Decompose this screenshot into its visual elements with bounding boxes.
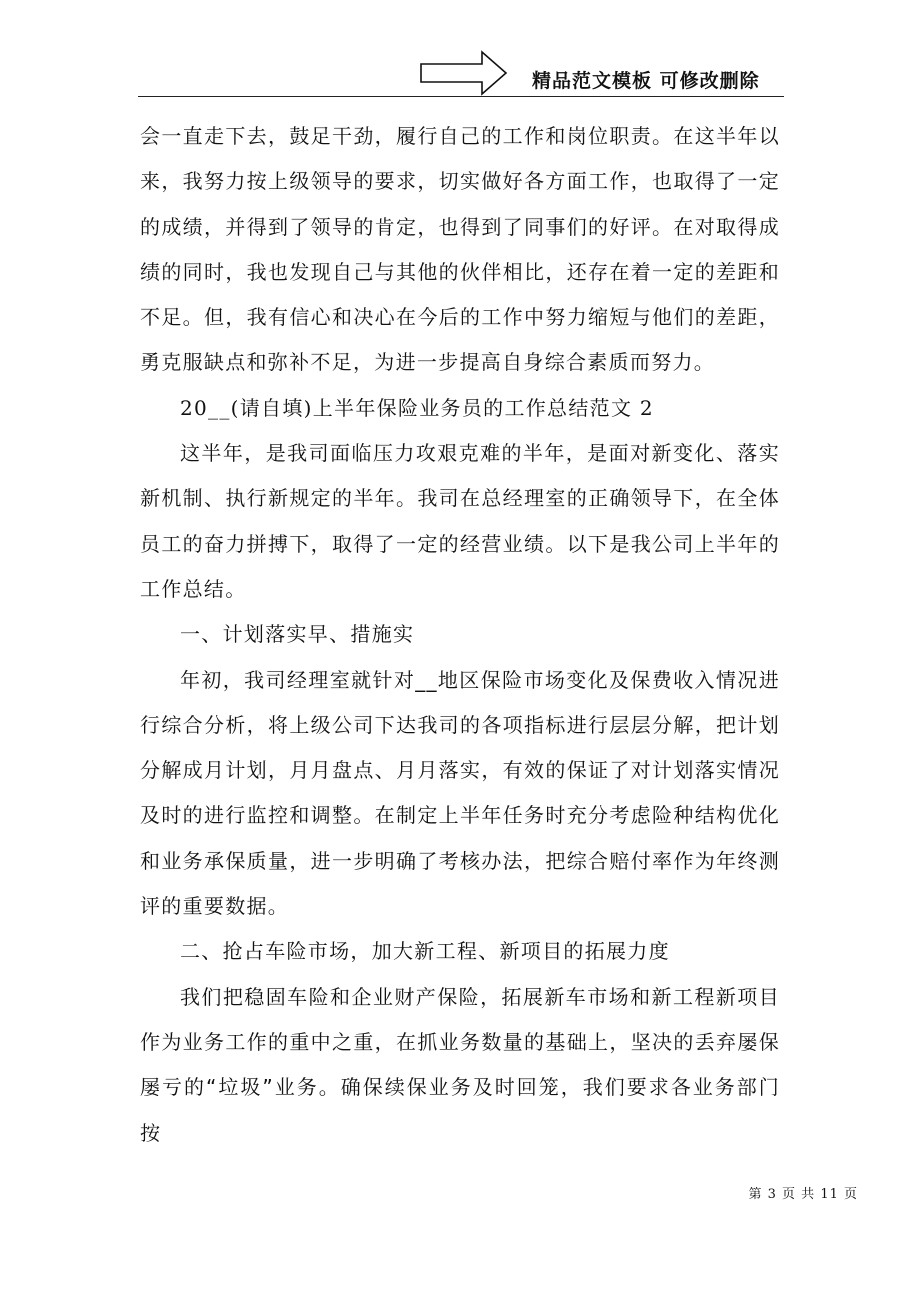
body-paragraph: 这半年，是我司面临压力攻艰克难的半年，是面对新变化、落实新机制、执行新规定的半年。我司在总经理室的正确领导下，在全体员工的奋力拼搏下，取得了一定的经营业绩。以下是我公司上半年的工作总结。 — [140, 441, 780, 601]
body-paragraph: 我们把稳固车险和企业财产保险，拓展新车市场和新工程新项目作为业务工作的重中之重，在抓业务数量的基础上，坚决的丢弃屡保屡亏的“垃圾”业务。确保续保业务及时回笼，我们要求各业务部门按 — [140, 984, 780, 1145]
header-title: 精品范文模板 可修改删除 — [532, 70, 760, 92]
header-divider — [138, 96, 784, 97]
body-paragraph: 年初，我司经理室就针对__地区保险市场变化及保费收入情况进行综合分析，将上级公司下达我司的各项指标进行层层分解，把计划分解成月计划，月月盘点、月月落实，有效的保证了对计划落实情况及时的进行监控和调整。在制定上半年任务时充分考虑险种结构优化和业务承保质量，进一步明确了考核办法，把综合赔付率作为年终测评的重要数据。 — [140, 667, 780, 919]
section-heading: 一、计划落实早、措施实 — [180, 622, 415, 647]
document-body — [140, 114, 780, 1156]
body-paragraph: 会一直走下去，鼓足干劲，履行自己的工作和岗位职责。在这半年以来，我努力按上级领导的要求，切实做好各方面工作，也取得了一定的成绩，并得到了领导的肯定，也得到了同事们的好评。在对取得成绩的同时，我也发现自己与其他的伙伴相比，还存在着一定的差距和不足。但，我有信心和决心在今后的工作中努力缩短与他们的差距，勇克服缺点和弥补不足，为进一步提高自身综合素质而努力。 — [140, 124, 780, 375]
section-title: 20__(请自填)上半年保险业务员的工作总结范文 2 — [180, 395, 654, 420]
section-heading: 二、抢占车险市场，加大新工程、新项目的拓展力度 — [180, 939, 670, 964]
arrow-right-icon — [420, 50, 508, 96]
page-number: 第 3 页 共 11 页 — [748, 1187, 858, 1202]
